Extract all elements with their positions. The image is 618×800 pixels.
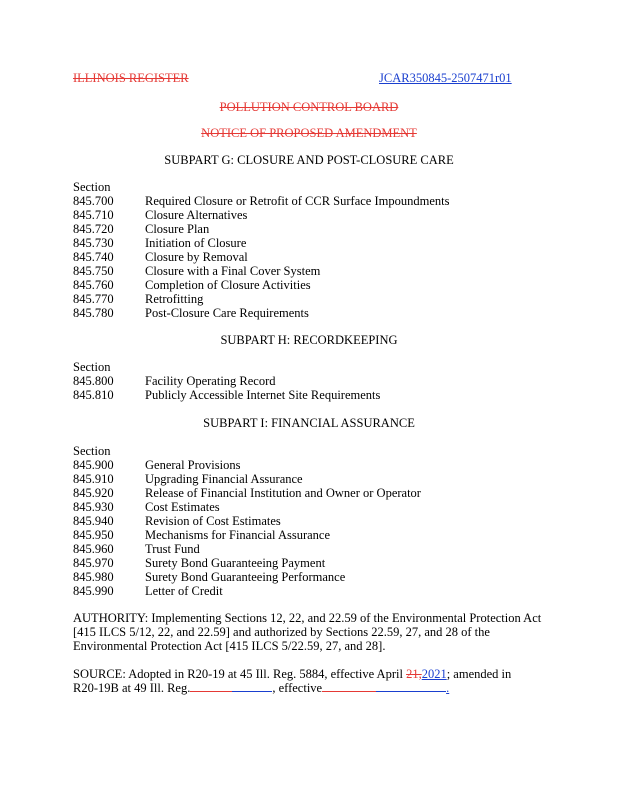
authority-line: Environmental Protection Act [415 ILCS 5/22.59, 27, and 28]. — [73, 639, 386, 653]
inserted-blank — [376, 682, 446, 692]
toc-row — [73, 584, 421, 598]
inserted-blank — [232, 682, 272, 692]
toc-row — [73, 388, 380, 402]
section-title: Revision of Cost Estimates — [145, 514, 281, 528]
source-line — [73, 667, 578, 681]
section-number: 845.970 — [73, 556, 114, 570]
section-title: Letter of Credit — [145, 584, 223, 598]
toc-row — [73, 570, 421, 584]
section-title: Closure Alternatives — [145, 208, 248, 222]
toc-row — [73, 542, 421, 556]
section-title: Publicly Accessible Internet Site Requirements — [145, 388, 381, 402]
section-title: Facility Operating Record — [145, 374, 276, 388]
subpart-g-toc — [73, 180, 449, 320]
notice-title: NOTICE OF PROPOSED AMENDMENT — [201, 126, 417, 140]
section-number: 845.770 — [73, 292, 114, 306]
toc-row — [73, 236, 449, 250]
subpart-i-toc — [73, 444, 421, 598]
source-line — [73, 681, 578, 695]
section-number: 845.980 — [73, 570, 114, 584]
toc-row — [73, 486, 421, 500]
header-register-title: ILLINOIS REGISTER — [73, 71, 189, 85]
section-number: 845.810 — [73, 388, 114, 402]
subpart-h-title: SUBPART H: RECORDKEEPING — [220, 333, 398, 347]
toc-row — [73, 458, 421, 472]
section-title: Closure with a Final Cover System — [145, 264, 321, 278]
section-label: Section — [73, 444, 111, 458]
toc-row — [73, 472, 421, 486]
toc-row — [73, 250, 449, 264]
section-number: 845.930 — [73, 500, 114, 514]
section-number: 845.910 — [73, 472, 114, 486]
section-title: Initiation of Closure — [145, 236, 247, 250]
board-title: POLLUTION CONTROL BOARD — [219, 100, 399, 114]
section-title: General Provisions — [145, 458, 241, 472]
subpart-g-title: SUBPART G: CLOSURE AND POST-CLOSURE CARE — [164, 153, 454, 167]
section-number: 845.700 — [73, 194, 114, 208]
source-text: R20-19B at 49 Ill. Reg. — [73, 681, 191, 695]
section-number: 845.730 — [73, 236, 114, 250]
authority-line: [415 ILCS 5/12, 22, and 22.59] and authorized by Sections 22.59, 27, and 28 of the — [73, 625, 490, 639]
toc-row — [73, 292, 449, 306]
section-number: 845.760 — [73, 278, 114, 292]
toc-row — [73, 556, 421, 570]
toc-row — [73, 528, 421, 542]
section-number: 845.940 — [73, 514, 114, 528]
source-text: SOURCE: Adopted in R20-19 at 45 Ill. Reg. 5884, effective April — [73, 667, 407, 681]
section-title: Surety Bond Guaranteeing Payment — [145, 556, 326, 570]
section-label: Section — [73, 180, 111, 194]
section-number: 845.740 — [73, 250, 114, 264]
section-title: Cost Estimates — [145, 500, 220, 514]
section-number: 845.720 — [73, 222, 114, 236]
toc-row — [73, 514, 421, 528]
section-number: 845.800 — [73, 374, 114, 388]
section-title: Required Closure or Retrofit of CCR Surface Impoundments — [145, 194, 450, 208]
source-text: , effective — [272, 681, 323, 695]
deleted-date: 21, — [406, 667, 422, 681]
source-text: ; amended in — [446, 667, 512, 681]
section-title: Closure by Removal — [145, 250, 248, 264]
section-title: Closure Plan — [145, 222, 210, 236]
subpart-h-toc — [73, 360, 380, 402]
section-title: Release of Financial Institution and Owner or Operator — [145, 486, 421, 500]
subpart-i-title: SUBPART I: FINANCIAL ASSURANCE — [203, 416, 415, 430]
section-number: 845.960 — [73, 542, 114, 556]
source-text: . — [446, 681, 450, 695]
toc-row — [73, 264, 449, 278]
section-title: Upgrading Financial Assurance — [145, 472, 303, 486]
section-number: 845.900 — [73, 458, 114, 472]
section-title: Trust Fund — [145, 542, 200, 556]
toc-row — [73, 374, 380, 388]
section-number: 845.750 — [73, 264, 114, 278]
section-number: 845.780 — [73, 306, 114, 320]
section-title: Mechanisms for Financial Assurance — [145, 528, 331, 542]
section-number: 845.990 — [73, 584, 114, 598]
toc-row — [73, 500, 421, 514]
section-number: 845.950 — [73, 528, 114, 542]
inserted-date: 2021 — [421, 667, 447, 681]
section-label: Section — [73, 360, 111, 374]
toc-row — [73, 208, 449, 222]
source-paragraph — [73, 667, 578, 695]
section-title: Surety Bond Guaranteeing Performance — [145, 570, 346, 584]
section-title: Retrofitting — [145, 292, 204, 306]
toc-row — [73, 222, 449, 236]
toc-row — [73, 194, 449, 208]
section-title: Completion of Closure Activities — [145, 278, 311, 292]
header-jcar-code: JCAR350845-2507471r01 — [379, 71, 512, 85]
toc-row — [73, 306, 449, 320]
toc-row — [73, 278, 449, 292]
section-number: 845.920 — [73, 486, 114, 500]
section-title: Post-Closure Care Requirements — [145, 306, 309, 320]
section-number: 845.710 — [73, 208, 114, 222]
deleted-blank — [322, 682, 376, 692]
authority-line: AUTHORITY: Implementing Sections 12, 22, and 22.59 of the Environmental Protection Act — [73, 611, 542, 625]
deleted-blank — [190, 682, 232, 692]
authority-paragraph — [73, 611, 578, 653]
